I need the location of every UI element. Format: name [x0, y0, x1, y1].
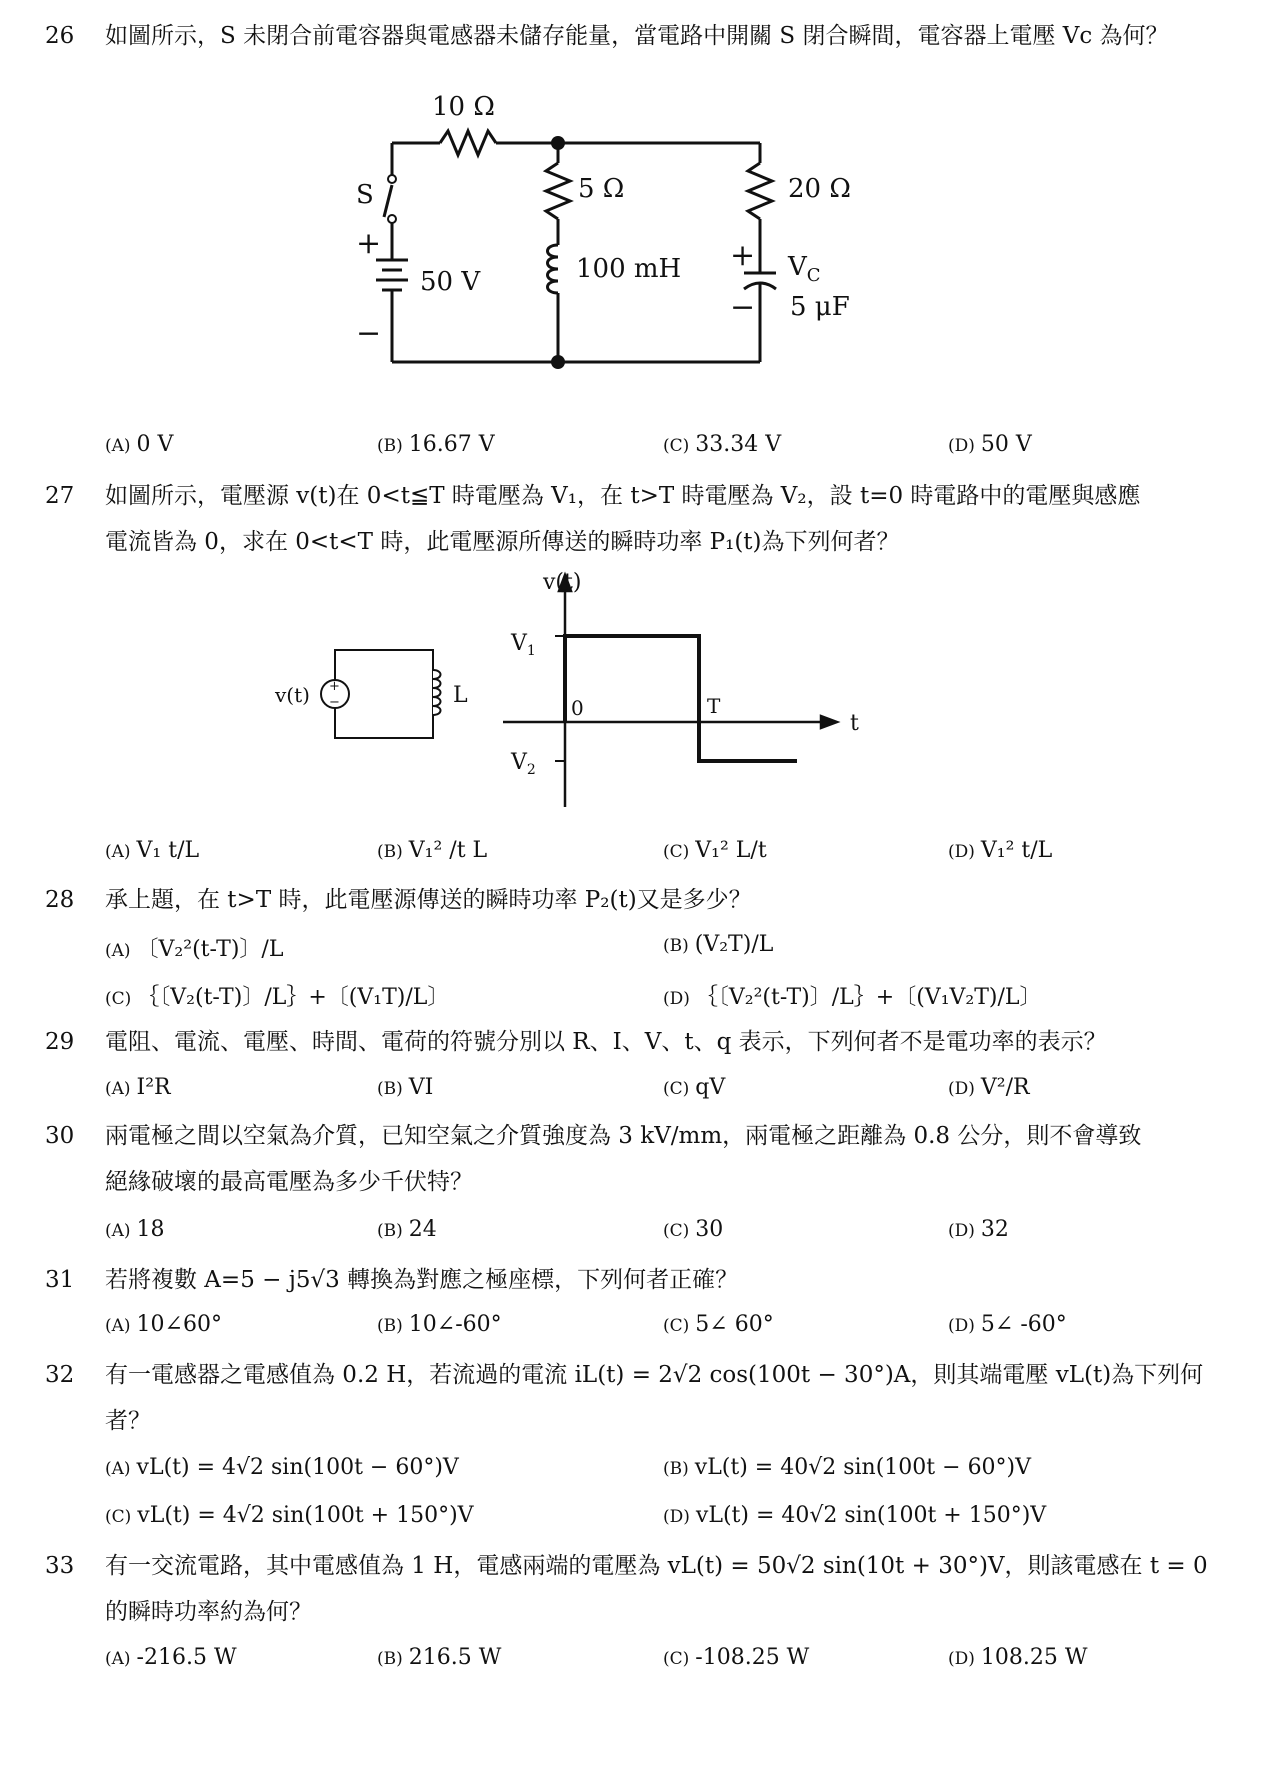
question-text-line2: 絕緣破壞的最高電壓為多少千伏特？ — [105, 1169, 473, 1195]
label-axis-vt: v(t) — [543, 570, 582, 595]
option-c[interactable]: (C) 5∠ 60° — [663, 1312, 774, 1337]
option-c[interactable]: (C) 30 — [663, 1217, 724, 1242]
question-text-line2: 的瞬時功率約為何？ — [105, 1599, 312, 1625]
label-zero: 0 — [571, 696, 584, 720]
option-a[interactable]: (A) 10∠60° — [105, 1312, 222, 1337]
label-switch: S — [356, 180, 374, 210]
option-d[interactable]: (D) vL(t) = 40√2 sin(100t + 150°)V — [663, 1503, 1047, 1528]
option-c[interactable]: (C) 33.34 V — [663, 432, 782, 457]
label-vt: v(t) — [275, 683, 310, 707]
option-a[interactable]: (A) 0 V — [105, 432, 174, 457]
label-vc: $V_C$ — [788, 252, 821, 286]
option-c[interactable]: (C) vL(t) = 4√2 sin(100t + 150°)V — [105, 1503, 474, 1528]
source-minus: − — [329, 695, 340, 710]
option-d[interactable]: (D) 108.25 W — [948, 1645, 1088, 1670]
question-text: 如圖所示，S 未閉合前電容器與電感器未儲存能量，當電路中開關 S 閉合瞬間，電容器上電壓 Vc 為何？ — [105, 23, 1169, 49]
option-d[interactable]: (D) V₁² t/L — [948, 838, 1053, 863]
option-b[interactable]: (B) 16.67 V — [377, 432, 495, 457]
option-a[interactable]: (A) I²R — [105, 1075, 171, 1100]
label-100-mh: 100 mH — [576, 254, 682, 284]
option-b[interactable]: (B) 10∠-60° — [377, 1312, 502, 1337]
source-plus: + — [329, 679, 340, 694]
label-v1: $V_1$ — [511, 631, 536, 659]
option-d[interactable]: (D) 32 — [948, 1217, 1009, 1242]
question-number: 27 — [45, 483, 75, 509]
option-d[interactable]: (D) 5∠ -60° — [948, 1312, 1067, 1337]
question-text-line1: 有一交流電路，其中電感值為 1 H，電感兩端的電壓為 vL(t) = 50√2 sin(10t + 30°)V，則該電感在 t = 0 — [105, 1553, 1208, 1579]
question-text-line2: 電流皆為 0，求在 0<t<T 時，此電壓源所傳送的瞬時功率 P₁(t)為下列何者？ — [105, 529, 900, 555]
label-5-ohm: 5 Ω — [578, 174, 625, 204]
label-minus-source: − — [356, 316, 382, 351]
label-source-voltage: 50 V — [420, 267, 481, 297]
label-10-ohm: 10 Ω — [432, 92, 495, 122]
option-b[interactable]: (B) vL(t) = 40√2 sin(100t − 60°)V — [663, 1455, 1032, 1480]
option-b[interactable]: (B) (V₂T)/L — [663, 932, 774, 957]
question-number: 32 — [45, 1362, 75, 1388]
option-c[interactable]: (C) ｛〔V₂(t-T)〕/L｝+〔(V₁T)/L〕 — [105, 985, 450, 1010]
label-plus-source: + — [356, 226, 382, 261]
option-d[interactable]: (D) ｛〔V₂²(t-T)〕/L｝+〔(V₁V₂T)/L〕 — [663, 985, 1042, 1010]
question-text: 承上題，在 t>T 時，此電壓源傳送的瞬時功率 P₂(t)又是多少？ — [105, 887, 752, 913]
option-a[interactable]: (A) 18 — [105, 1217, 165, 1242]
question-number: 26 — [45, 23, 75, 49]
label-plus-cap: + — [730, 238, 756, 273]
label-axis-t: t — [850, 711, 859, 736]
option-a[interactable]: (A) 〔V₂²(t-T)〕/L — [105, 937, 284, 962]
question-number: 33 — [45, 1553, 75, 1579]
question-text-line1: 有一電感器之電感值為 0.2 H，若流過的電流 iL(t) = 2√2 cos(100t − 30°)A，則其端電壓 vL(t)為下列何 — [105, 1362, 1204, 1388]
option-b[interactable]: (B) VI — [377, 1075, 434, 1100]
option-c[interactable]: (C) -108.25 W — [663, 1645, 810, 1670]
label-T: T — [707, 694, 721, 718]
label-20-ohm: 20 Ω — [788, 174, 851, 204]
question-number: 28 — [45, 887, 75, 913]
question-number: 31 — [45, 1267, 75, 1293]
question-text: 若將複數 A=5 − j5√3 轉換為對應之極座標，下列何者正確？ — [105, 1267, 739, 1293]
option-b[interactable]: (B) V₁² /t L — [377, 838, 488, 863]
question-number: 30 — [45, 1123, 75, 1149]
label-L: L — [453, 683, 468, 708]
question-text-line1: 兩電極之間以空氣為介質，已知空氣之介質強度為 3 kV/mm，兩電極之距離為 0.8 公分，則不會導致 — [105, 1123, 1142, 1149]
option-d[interactable]: (D) 50 V — [948, 432, 1032, 457]
option-c[interactable]: (C) qV — [663, 1075, 726, 1100]
option-d[interactable]: (D) V²/R — [948, 1075, 1030, 1100]
question-text: 電阻、電流、電壓、時間、電荷的符號分別以 R、I、V、t、q 表示，下列何者不是電功率的表示？ — [105, 1029, 1107, 1055]
label-v2: $V_2$ — [511, 750, 536, 778]
option-a[interactable]: (A) V₁ t/L — [105, 838, 200, 863]
circuit-diagram-q26 — [340, 85, 900, 385]
option-b[interactable]: (B) 216.5 W — [377, 1645, 502, 1670]
circuit-and-waveform-q27 — [265, 565, 885, 815]
label-5-uf: 5 μF — [790, 292, 850, 322]
option-c[interactable]: (C) V₁² L/t — [663, 838, 767, 863]
label-minus-cap: − — [730, 290, 756, 325]
question-text-line2: 者？ — [105, 1408, 151, 1434]
option-a[interactable]: (A) -216.5 W — [105, 1645, 237, 1670]
option-b[interactable]: (B) 24 — [377, 1217, 437, 1242]
question-number: 29 — [45, 1029, 75, 1055]
question-text-line1: 如圖所示，電壓源 v(t)在 0<t≦T 時電壓為 V₁，在 t>T 時電壓為 V₂，設 t=0 時電路中的電壓與感應 — [105, 483, 1141, 509]
option-a[interactable]: (A) vL(t) = 4√2 sin(100t − 60°)V — [105, 1455, 459, 1480]
